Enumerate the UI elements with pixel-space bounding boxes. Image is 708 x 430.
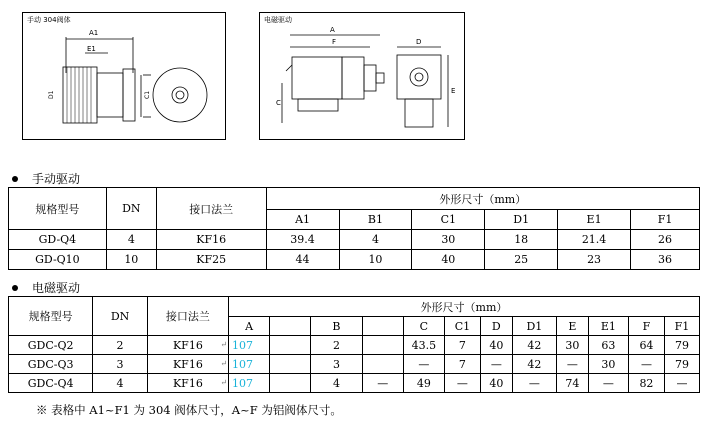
cell-value: 107: [229, 355, 270, 374]
bullet-icon: [12, 176, 18, 182]
drawing-caption: 电磁驱动: [264, 16, 292, 24]
cell-value: 40: [480, 374, 512, 393]
cell-model: GDC-Q2: [9, 336, 93, 355]
col-header: B1: [339, 210, 412, 230]
cell-value: 42: [512, 336, 556, 355]
cell-value: —: [628, 355, 664, 374]
table-row: [9, 230, 700, 250]
solenoid-section-title: 电磁驱动: [32, 281, 81, 295]
col-header: F1: [631, 210, 700, 230]
bullet-icon: [12, 285, 18, 291]
header-dn: DN: [106, 188, 156, 230]
col-header: D1: [512, 317, 556, 336]
dim-label: A1: [89, 29, 99, 37]
dim-label: E1: [87, 45, 96, 53]
solenoid-spec-table: [8, 296, 700, 393]
col-header: [362, 317, 403, 336]
col-header: D1: [485, 210, 558, 230]
cell-model: GDC-Q3: [9, 355, 93, 374]
cell-value: —: [444, 374, 480, 393]
header-dims: 外形尺寸（mm）: [229, 297, 700, 317]
cell-flange: KF16: [156, 230, 266, 250]
cell-value: 107: [229, 374, 270, 393]
cell-value: 63: [588, 336, 628, 355]
header-model: 规格型号: [9, 297, 93, 336]
cell-value: 30: [556, 336, 588, 355]
dim-label: C1: [144, 90, 151, 99]
cell-value: [270, 374, 311, 393]
col-header: E1: [558, 210, 631, 230]
solenoid-valve-diagram: [260, 13, 464, 139]
cell-value: 40: [412, 250, 485, 270]
cell-value: [362, 355, 403, 374]
cell-value: 30: [412, 230, 485, 250]
cell-value: 23: [558, 250, 631, 270]
cell-value: 26: [631, 230, 700, 250]
header-dn: DN: [93, 297, 147, 336]
col-header: E: [556, 317, 588, 336]
cell-model: GD-Q10: [9, 250, 107, 270]
cell-value: —: [556, 355, 588, 374]
cell-flange: KF16 ↵: [147, 336, 228, 355]
col-header: C1: [412, 210, 485, 230]
cell-value: 10: [339, 250, 412, 270]
cell-value: 3: [311, 355, 362, 374]
cell-value: 79: [664, 355, 699, 374]
dim-label: F: [332, 38, 337, 46]
cell-value: 7: [444, 355, 480, 374]
cell-value: 2: [311, 336, 362, 355]
manual-valve-drawing: [22, 12, 226, 140]
col-header: C: [403, 317, 444, 336]
cell-value: —: [664, 374, 699, 393]
col-header: [270, 317, 311, 336]
table-row: [9, 250, 700, 270]
cell-value: —: [403, 355, 444, 374]
cell-value: [270, 336, 311, 355]
cell-dn: 4: [106, 230, 156, 250]
header-flange: 接口法兰: [147, 297, 228, 336]
dim-label: C: [276, 99, 281, 107]
dim-label: D: [416, 38, 422, 46]
cell-value: [362, 336, 403, 355]
cell-value: 18: [485, 230, 558, 250]
col-header: B: [311, 317, 362, 336]
manual-spec-table: [8, 187, 700, 270]
dim-label: A: [330, 26, 335, 34]
cell-dn: 4: [93, 374, 147, 393]
cell-value: 7: [444, 336, 480, 355]
col-header: D: [480, 317, 512, 336]
cell-flange: KF25: [156, 250, 266, 270]
cell-dn: 10: [106, 250, 156, 270]
col-header: F1: [664, 317, 699, 336]
cell-value: 39.4: [266, 230, 339, 250]
col-header: A: [229, 317, 270, 336]
cell-value: 42: [512, 355, 556, 374]
cell-value: [270, 355, 311, 374]
col-header: C1: [444, 317, 480, 336]
dim-label: D1: [48, 90, 55, 99]
cell-value: 64: [628, 336, 664, 355]
cell-dn: 3: [93, 355, 147, 374]
solenoid-section-heading: [12, 279, 80, 296]
header-model: 规格型号: [9, 188, 107, 230]
cell-flange: KF16 ↵: [147, 374, 228, 393]
header-flange: 接口法兰: [156, 188, 266, 230]
cell-value: 79: [664, 336, 699, 355]
cell-value: 43.5: [403, 336, 444, 355]
cell-value: 36: [631, 250, 700, 270]
table-row: [9, 336, 700, 355]
cell-value: 44: [266, 250, 339, 270]
cell-value: —: [512, 374, 556, 393]
table-row: [9, 374, 700, 393]
cell-value: 30: [588, 355, 628, 374]
cell-value: 49: [403, 374, 444, 393]
drawing-caption: 手动 304阀体: [27, 16, 71, 24]
cell-flange: KF16 ↵: [147, 355, 228, 374]
cell-value: —: [480, 355, 512, 374]
col-header: A1: [266, 210, 339, 230]
cell-value: —: [362, 374, 403, 393]
manual-section-title: 手动驱动: [32, 172, 81, 186]
dim-label: E: [451, 87, 456, 95]
cell-value: 74: [556, 374, 588, 393]
cell-model: GD-Q4: [9, 230, 107, 250]
cell-model: GDC-Q4: [9, 374, 93, 393]
cell-value: 21.4: [558, 230, 631, 250]
solenoid-valve-drawing: [259, 12, 465, 140]
cell-value: 4: [339, 230, 412, 250]
cell-value: 82: [628, 374, 664, 393]
cell-value: 107: [229, 336, 270, 355]
manual-section-heading: [12, 170, 80, 187]
cell-value: 40: [480, 336, 512, 355]
cell-dn: 2: [93, 336, 147, 355]
table-row: [9, 355, 700, 374]
cell-value: 4: [311, 374, 362, 393]
footnote: ※ 表格中 A1~F1 为 304 阀体尺寸，A~F 为铝阀体尺寸。: [36, 403, 342, 417]
manual-valve-diagram: [23, 13, 225, 139]
cell-value: —: [588, 374, 628, 393]
col-header: E1: [588, 317, 628, 336]
cell-value: 25: [485, 250, 558, 270]
col-header: F: [628, 317, 664, 336]
header-dims: 外形尺寸（mm）: [266, 188, 699, 210]
